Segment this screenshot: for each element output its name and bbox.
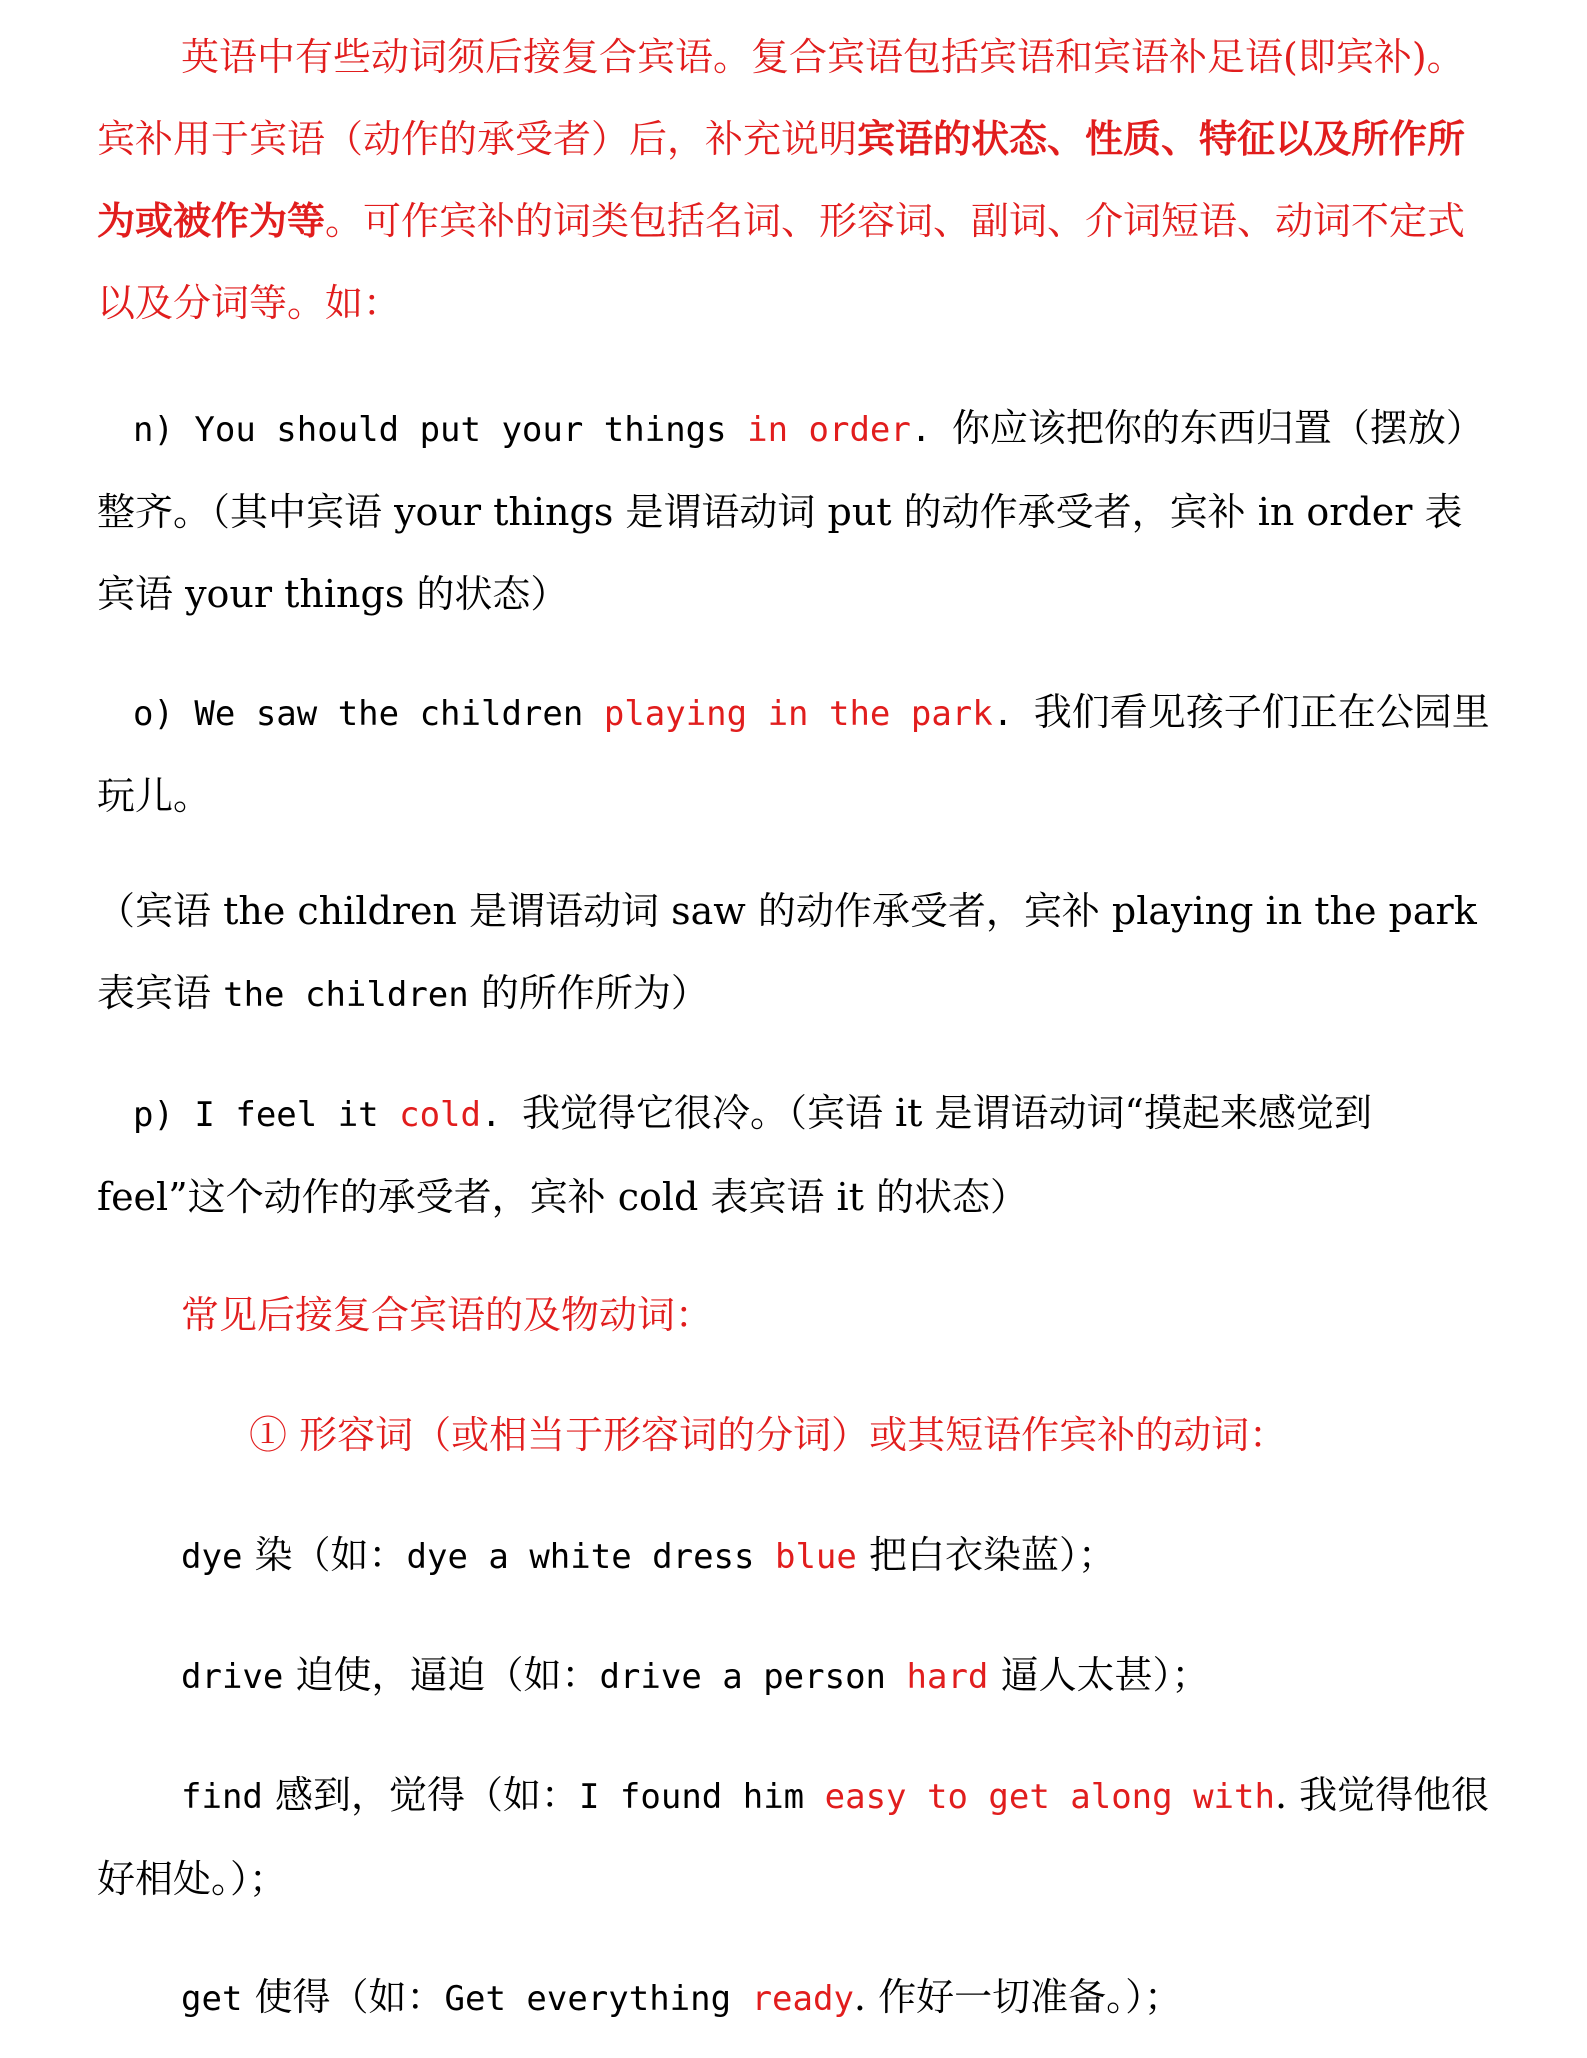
verb-get-meaning: 使得（如： <box>242 1975 445 2019</box>
example-p-period: . <box>481 1095 522 1135</box>
verb-find-word: find <box>181 1777 263 1817</box>
verb-dye-example: dye a white dress <box>406 1537 775 1577</box>
example-o-note-text-2: 的所作所为） <box>468 971 709 1015</box>
verb-drive-complement: hard <box>906 1657 989 1697</box>
verb-get-example: Get everything <box>444 1979 752 2019</box>
example-o <box>97 671 1497 837</box>
verb-find-example: I found him <box>578 1777 825 1817</box>
example-n-complement: in order <box>747 410 911 450</box>
intro-bold-text: 宾语的状态、性质、特征以及所作所为或被作为等 <box>97 116 1466 243</box>
example-p-complement: cold <box>399 1095 481 1135</box>
example-o-translation: 我们看见孩子们正在公园里玩儿。 <box>97 690 1490 818</box>
intro-text-2: 。可作宾补的词类包括名词、形容词、副词、介词短语、动词不定式以及分词等。如： <box>97 199 1466 325</box>
verb-dye-meaning: 染（如： <box>242 1533 407 1577</box>
intro-text-1: 英语中有些动词须后接复合宾语。复合宾语包括宾语和宾语补足语(即宾补)。宾补用于宾语（动作的承受者）后，补充说明 <box>97 35 1465 161</box>
verb-drive-example: drive a person <box>599 1657 907 1697</box>
verb-drive-tail: 逼人太甚）； <box>988 1653 1210 1697</box>
example-p-prefix: p) I feel it <box>133 1095 400 1135</box>
verb-drive <box>97 1634 1497 1718</box>
example-o-note <box>97 870 1497 1036</box>
verb-find-meaning: 感到，觉得（如： <box>262 1773 579 1817</box>
example-n-prefix: n) You should put your things <box>133 410 748 450</box>
subsection-title: ① 形容词（或相当于形容词的分词）或其短语作宾补的动词： <box>249 1413 1288 1457</box>
verb-dye-word: dye <box>181 1537 243 1577</box>
verb-dye-complement: blue <box>774 1537 857 1577</box>
verb-get-word: get <box>181 1979 243 2019</box>
verb-get-tail: . 作好一切准备。）； <box>853 1975 1183 2019</box>
example-n <box>97 387 1497 635</box>
verb-get <box>97 1956 1497 2040</box>
example-o-note-text-1: （宾语 the children 是谓语动词 saw 的动作承受者，宾补 playing in the park 表宾语 <box>97 889 1477 1015</box>
verb-drive-word: drive <box>181 1657 284 1697</box>
verb-find <box>97 1754 1497 1920</box>
example-n-period: . <box>910 410 952 450</box>
verb-get-complement: ready <box>751 1979 854 2019</box>
verb-drive-meaning: 迫使，逼迫（如： <box>283 1653 600 1697</box>
verb-find-tail: . 我觉得他很好相处。）； <box>97 1773 1490 1901</box>
verb-dye-tail: 把白衣染蓝）； <box>856 1533 1116 1577</box>
verb-find-complement: easy to get along with <box>824 1777 1275 1817</box>
example-o-complement: playing in the park <box>603 694 993 734</box>
example-o-note-mono: the children <box>223 975 469 1015</box>
example-p <box>97 1072 1497 1238</box>
section-title: 常见后接复合宾语的及物动词： <box>181 1293 714 1337</box>
example-o-period: . <box>992 694 1034 734</box>
verb-dye <box>97 1514 1497 1598</box>
example-n-translation: 你应该把你的东西归置（摆放）整齐。（其中宾语 your things 是谓语动词 put 的动作承受者，宾补 in order 表宾语 your things 的状态） <box>97 406 1484 616</box>
example-o-prefix: o) We saw the children <box>133 694 604 734</box>
intro-paragraph <box>97 16 1497 344</box>
example-p-translation: 我觉得它很冷。（宾语 it 是谓语动词“摸起来感觉到 feel”这个动作的承受者，宾补 cold 表宾语 it 的状态） <box>97 1091 1372 1219</box>
